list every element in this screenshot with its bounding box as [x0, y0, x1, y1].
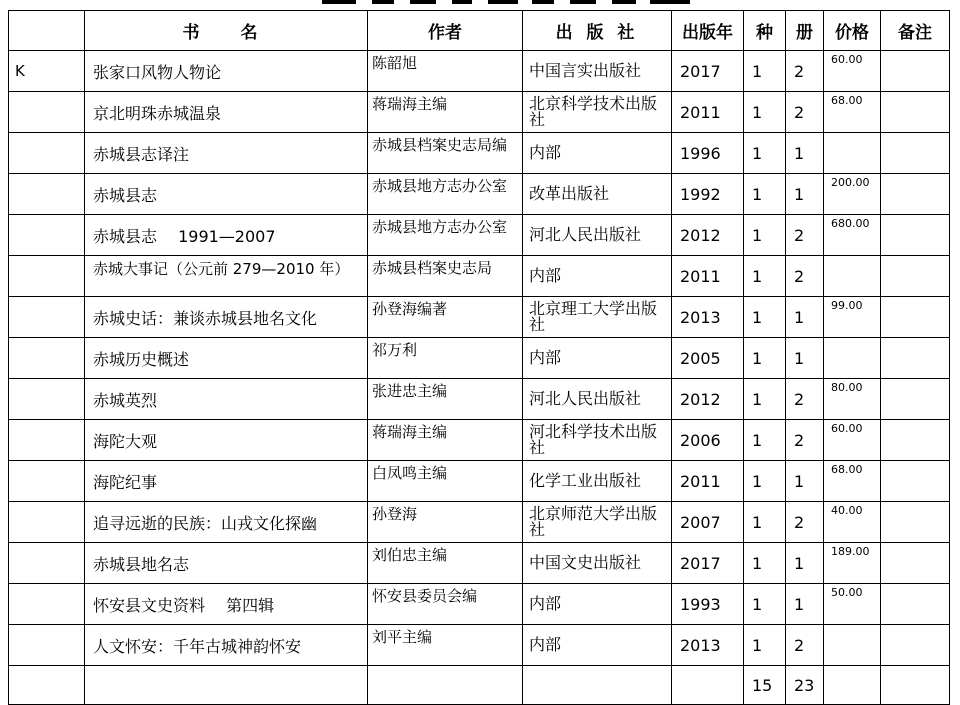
header-year: 出版年 — [672, 11, 744, 51]
year-cell: 2011 — [672, 461, 744, 502]
kinds-cell: 1 — [744, 51, 786, 92]
title-cell: 张家口风物人物论 — [85, 51, 368, 92]
kinds-cell: 1 — [744, 133, 786, 174]
notes-cell — [881, 379, 950, 420]
volumes-cell: 2 — [786, 51, 824, 92]
publisher-cell: 北京理工大学出版社 — [523, 297, 672, 338]
publisher-cell: 中国文史出版社 — [523, 543, 672, 584]
table-row — [9, 215, 950, 256]
notes-cell — [881, 174, 950, 215]
author-cell: 白凤鸣主编 — [368, 461, 523, 502]
year-cell: 2017 — [672, 51, 744, 92]
title-cell: 京北明珠赤城温泉 — [85, 92, 368, 133]
year-cell: 2013 — [672, 625, 744, 666]
header-notes: 备注 — [881, 11, 950, 51]
header-author: 作者 — [368, 11, 523, 51]
publisher-cell: 北京科学技术出版社 — [523, 92, 672, 133]
publisher-cell: 河北人民出版社 — [523, 215, 672, 256]
title-cell: 赤城大事记（公元前 279—2010 年） — [85, 256, 368, 297]
author-cell: 怀安县委员会编 — [368, 584, 523, 625]
class-cell — [9, 215, 85, 256]
author-cell: 赤城县档案史志局 — [368, 256, 523, 297]
kinds-cell: 1 — [744, 502, 786, 543]
totals-price-cell — [824, 666, 881, 705]
total-kinds-cell: 15 — [744, 666, 786, 705]
publisher-cell: 化学工业出版社 — [523, 461, 672, 502]
price-cell — [824, 625, 881, 666]
author-cell: 蒋瑞海主编 — [368, 420, 523, 461]
title-cell: 赤城历史概述 — [85, 338, 368, 379]
class-cell — [9, 174, 85, 215]
title-cell: 赤城史话：兼谈赤城县地名文化 — [85, 297, 368, 338]
price-cell: 40.00 — [824, 502, 881, 543]
title-cell: 赤城县志 1991—2007 — [85, 215, 368, 256]
price-cell: 200.00 — [824, 174, 881, 215]
title-cell: 海陀纪事 — [85, 461, 368, 502]
class-cell — [9, 625, 85, 666]
class-cell — [9, 338, 85, 379]
notes-cell — [881, 338, 950, 379]
notes-cell — [881, 133, 950, 174]
class-cell — [9, 133, 85, 174]
author-cell: 刘平主编 — [368, 625, 523, 666]
volumes-cell: 2 — [786, 256, 824, 297]
kinds-cell: 1 — [744, 543, 786, 584]
author-cell: 刘伯忠主编 — [368, 543, 523, 584]
volumes-cell: 2 — [786, 215, 824, 256]
header-class — [9, 11, 85, 51]
class-cell — [9, 502, 85, 543]
totals-title-cell — [85, 666, 368, 705]
table-row — [9, 133, 950, 174]
year-cell: 2011 — [672, 256, 744, 297]
header-volumes: 册 — [786, 11, 824, 51]
price-cell: 68.00 — [824, 92, 881, 133]
class-cell — [9, 297, 85, 338]
publisher-cell: 内部 — [523, 625, 672, 666]
table-row — [9, 502, 950, 543]
volumes-cell: 2 — [786, 420, 824, 461]
author-cell: 祁万利 — [368, 338, 523, 379]
totals-row — [9, 666, 950, 705]
volumes-cell: 2 — [786, 625, 824, 666]
header-publisher: 出 版 社 — [523, 11, 672, 51]
notes-cell — [881, 215, 950, 256]
table-row — [9, 379, 950, 420]
kinds-cell: 1 — [744, 420, 786, 461]
table-row — [9, 174, 950, 215]
volumes-cell: 1 — [786, 174, 824, 215]
price-cell: 680.00 — [824, 215, 881, 256]
title-cell: 赤城县地名志 — [85, 543, 368, 584]
class-cell — [9, 256, 85, 297]
author-cell: 赤城县档案史志局编 — [368, 133, 523, 174]
volumes-cell: 1 — [786, 461, 824, 502]
year-cell: 2012 — [672, 215, 744, 256]
publisher-cell: 北京师范大学出版社 — [523, 502, 672, 543]
clipped-heading-strip — [0, 0, 960, 10]
notes-cell — [881, 584, 950, 625]
year-cell: 2007 — [672, 502, 744, 543]
publisher-cell: 河北科学技术出版社 — [523, 420, 672, 461]
publisher-cell: 改革出版社 — [523, 174, 672, 215]
table-row — [9, 51, 950, 92]
price-cell: 99.00 — [824, 297, 881, 338]
totals-year-cell — [672, 666, 744, 705]
volumes-cell: 1 — [786, 543, 824, 584]
publisher-cell: 内部 — [523, 584, 672, 625]
price-cell: 50.00 — [824, 584, 881, 625]
title-cell: 赤城英烈 — [85, 379, 368, 420]
notes-cell — [881, 502, 950, 543]
notes-cell — [881, 625, 950, 666]
notes-cell — [881, 461, 950, 502]
price-cell: 60.00 — [824, 420, 881, 461]
author-cell: 蒋瑞海主编 — [368, 92, 523, 133]
kinds-cell: 1 — [744, 174, 786, 215]
notes-cell — [881, 92, 950, 133]
kinds-cell: 1 — [744, 584, 786, 625]
kinds-cell: 1 — [744, 379, 786, 420]
notes-cell — [881, 420, 950, 461]
notes-cell — [881, 256, 950, 297]
year-cell: 2012 — [672, 379, 744, 420]
book-list-table — [8, 10, 950, 705]
year-cell: 1993 — [672, 584, 744, 625]
header-title: 书 名 — [85, 11, 368, 51]
author-cell: 孙登海编著 — [368, 297, 523, 338]
volumes-cell: 1 — [786, 584, 824, 625]
table-row — [9, 92, 950, 133]
totals-publisher-cell — [523, 666, 672, 705]
year-cell: 2013 — [672, 297, 744, 338]
class-cell — [9, 420, 85, 461]
year-cell: 2006 — [672, 420, 744, 461]
class-cell — [9, 461, 85, 502]
table-row — [9, 420, 950, 461]
totals-author-cell — [368, 666, 523, 705]
year-cell: 1992 — [672, 174, 744, 215]
table-row — [9, 338, 950, 379]
publisher-cell: 中国言实出版社 — [523, 51, 672, 92]
kinds-cell: 1 — [744, 256, 786, 297]
author-cell: 孙登海 — [368, 502, 523, 543]
price-cell — [824, 133, 881, 174]
price-cell: 60.00 — [824, 51, 881, 92]
author-cell: 张进忠主编 — [368, 379, 523, 420]
table-row — [9, 256, 950, 297]
year-cell: 1996 — [672, 133, 744, 174]
title-cell: 赤城县志 — [85, 174, 368, 215]
kinds-cell: 1 — [744, 625, 786, 666]
header-price: 价格 — [824, 11, 881, 51]
publisher-cell: 河北人民出版社 — [523, 379, 672, 420]
totals-notes-cell — [881, 666, 950, 705]
class-cell — [9, 379, 85, 420]
title-cell: 人文怀安：千年古城神韵怀安 — [85, 625, 368, 666]
notes-cell — [881, 51, 950, 92]
table-row — [9, 625, 950, 666]
title-cell: 怀安县文史资料 第四辑 — [85, 584, 368, 625]
publisher-cell: 内部 — [523, 256, 672, 297]
volumes-cell: 2 — [786, 502, 824, 543]
volumes-cell: 2 — [786, 92, 824, 133]
class-cell — [9, 543, 85, 584]
kinds-cell: 1 — [744, 338, 786, 379]
price-cell: 80.00 — [824, 379, 881, 420]
header-kinds: 种 — [744, 11, 786, 51]
price-cell: 189.00 — [824, 543, 881, 584]
notes-cell — [881, 543, 950, 584]
year-cell: 2017 — [672, 543, 744, 584]
kinds-cell: 1 — [744, 92, 786, 133]
header-row — [9, 11, 950, 51]
price-cell — [824, 256, 881, 297]
notes-cell — [881, 297, 950, 338]
author-cell: 赤城县地方志办公室 — [368, 174, 523, 215]
volumes-cell: 1 — [786, 338, 824, 379]
totals-class-cell — [9, 666, 85, 705]
table-row — [9, 461, 950, 502]
table-row — [9, 543, 950, 584]
publisher-cell: 内部 — [523, 133, 672, 174]
total-volumes-cell: 23 — [786, 666, 824, 705]
author-cell: 赤城县地方志办公室 — [368, 215, 523, 256]
table-row — [9, 297, 950, 338]
title-cell: 海陀大观 — [85, 420, 368, 461]
class-cell — [9, 584, 85, 625]
title-cell: 追寻远逝的民族：山戎文化探幽 — [85, 502, 368, 543]
class-cell: K — [9, 51, 85, 92]
author-cell: 陈韶旭 — [368, 51, 523, 92]
price-cell: 68.00 — [824, 461, 881, 502]
year-cell: 2005 — [672, 338, 744, 379]
kinds-cell: 1 — [744, 297, 786, 338]
publisher-cell: 内部 — [523, 338, 672, 379]
volumes-cell: 1 — [786, 133, 824, 174]
kinds-cell: 1 — [744, 215, 786, 256]
title-cell: 赤城县志译注 — [85, 133, 368, 174]
year-cell: 2011 — [672, 92, 744, 133]
table-row — [9, 584, 950, 625]
volumes-cell: 1 — [786, 297, 824, 338]
class-cell — [9, 92, 85, 133]
price-cell — [824, 338, 881, 379]
volumes-cell: 2 — [786, 379, 824, 420]
kinds-cell: 1 — [744, 461, 786, 502]
